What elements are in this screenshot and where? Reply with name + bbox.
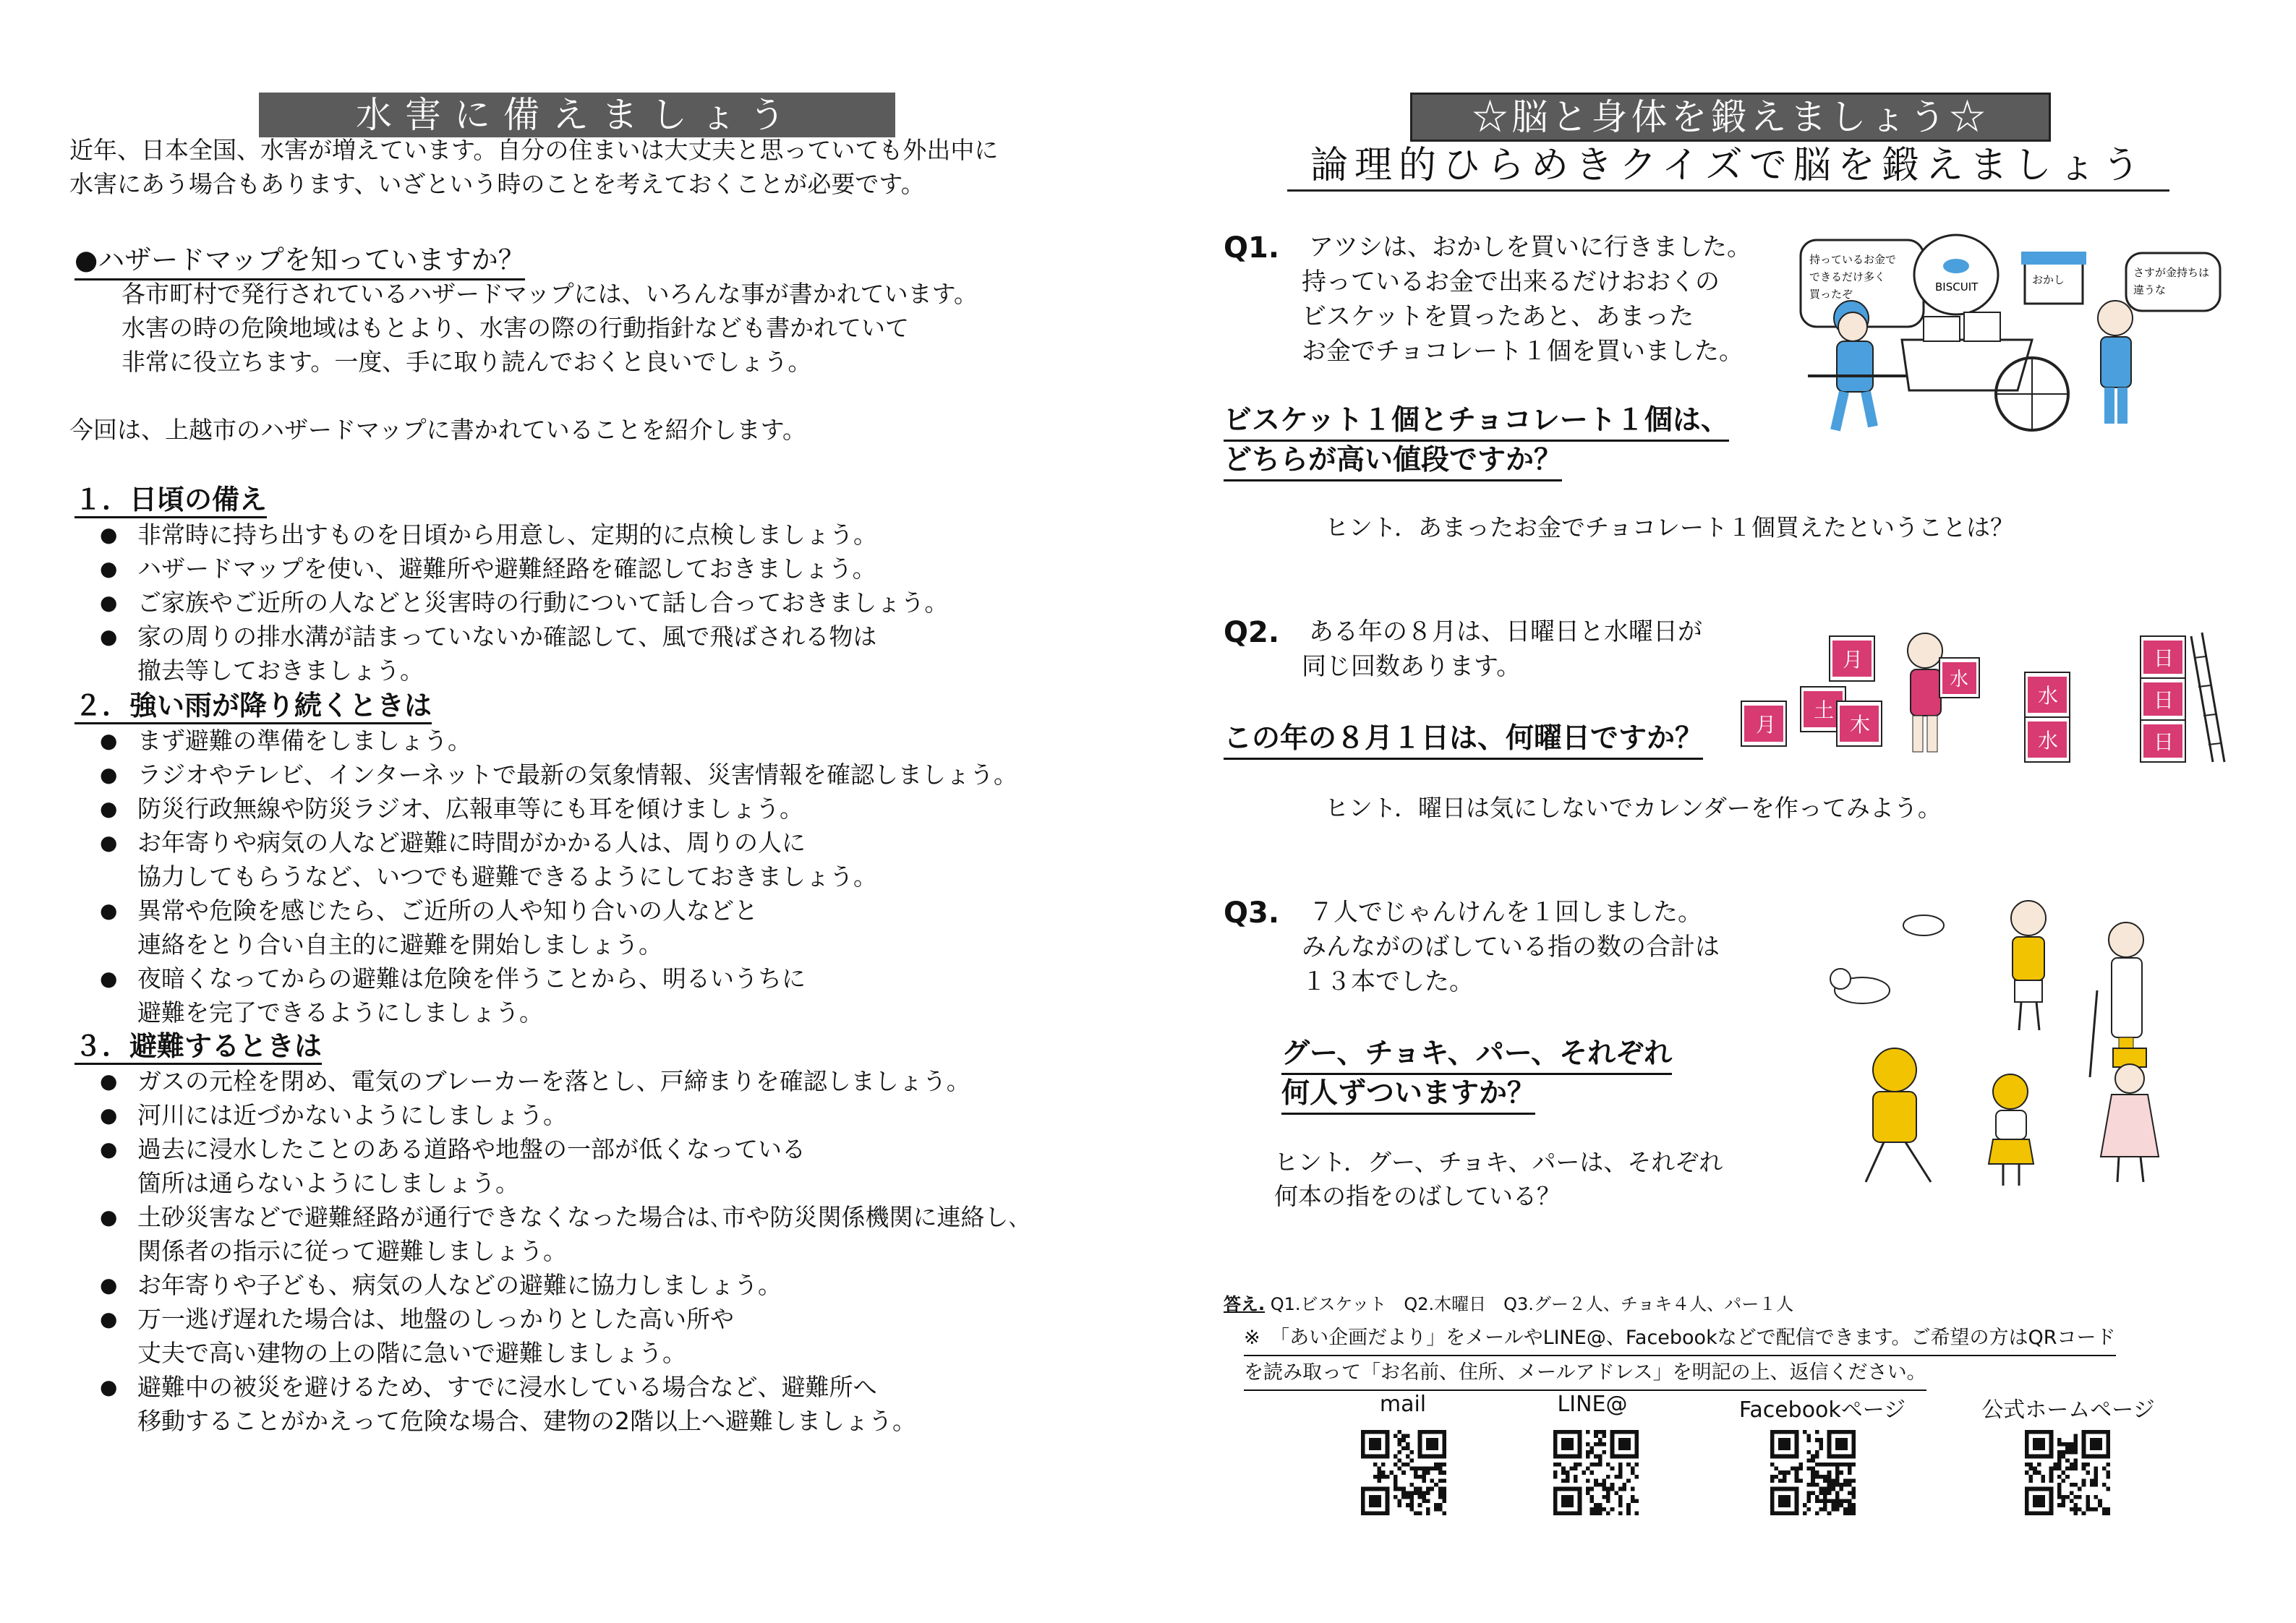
- boy-choki-icon: [2011, 901, 2046, 1030]
- ladder-icon: [2191, 633, 2224, 762]
- hazard-map-heading: ●ハザードマップを知っていますか？: [74, 242, 525, 281]
- q1-question: [1224, 402, 1729, 481]
- answers-text: Q1.ビスケット Q2.木曜日 Q3.グー２人、チョキ４人、パー１人: [1270, 1294, 1794, 1314]
- q2-label: Q2.: [1224, 616, 1280, 649]
- q1-hint: ヒント．あまったお金でチョコレート１個買えたということは？: [1325, 513, 2015, 541]
- list-item: ● ガスの元栓を閉め、電気のブレーカーを落とし、戸締まりを確認しましょう。: [98, 1064, 1020, 1098]
- quiz-subtitle: 論理的ひらめきクイズで脳を鍛えましょう: [1287, 142, 2169, 192]
- day-box: [2141, 678, 2185, 720]
- q1-line: 持っているお金で出来るだけおおくの: [1302, 267, 1720, 296]
- woman-paa-icon: [1866, 1048, 1931, 1182]
- section-list-heavy-rain: [98, 724, 1017, 1029]
- right-page-title: ☆脳と身体を鍛えましょう☆: [1410, 93, 2051, 142]
- answers-label: 答え.: [1224, 1294, 1266, 1314]
- svg-text:月: 月: [1756, 713, 1777, 737]
- list-item: ● 万一逃げ遅れた場合は、地盤のしっかりとした高い所や 丈夫で高い建物の上の階に急いで避難しましょう。: [98, 1302, 1020, 1370]
- list-item: ● 河川には近づかないようにしましょう。: [98, 1098, 1020, 1132]
- q3-text: [1302, 895, 1720, 999]
- speech-bubble-right: [2126, 253, 2220, 311]
- list-item: ● ご家族やご近所の人などと災害時の行動について話し合っておきましょう。: [98, 586, 948, 620]
- q3-line: １３本でした。: [1302, 967, 1474, 996]
- q2-text: [1302, 614, 1702, 684]
- svg-text:水: 水: [1950, 669, 1969, 690]
- list-item: ● お年寄りや病気の人など避難に時間がかかる人は、周りの人に 協力してもらうなど、いつでも避難できるようにしておきましょう。: [98, 826, 1017, 894]
- turtle-icon: [1903, 915, 1944, 935]
- q1-text: [1302, 230, 1751, 369]
- section-heading-evacuation: ３．避難するときは: [74, 1029, 322, 1065]
- intro-text: 今回は、上越市のハザードマップに書かれていることを紹介します。: [69, 416, 807, 444]
- q3-hint-line: ヒント．グー、チョキ、パーは、それぞれ: [1274, 1148, 1723, 1176]
- bubble-right-line: 違うな: [2133, 283, 2167, 296]
- list-item: ● お年寄りや子ども、病気の人などの避難に協力しましょう。: [98, 1268, 1020, 1302]
- list-item: ● ハザードマップを使い、避難所や避難経路を確認しておきましょう。: [98, 552, 948, 586]
- list-item: ● 避難中の被災を避けるため、すでに浸水している場合など、避難所へ 移動することがかえって危険な場合、建物の2階以上へ避難しましょう。: [98, 1370, 1020, 1438]
- list-item: ● 非常時に持ち出すものを日頃から用意し、定期的に点検しましょう。: [98, 518, 948, 552]
- q3-illustration: [1822, 889, 2227, 1193]
- day-box: [2025, 672, 2070, 717]
- section-heading-heavy-rain: ２．強い雨が降り続くときは: [74, 689, 432, 724]
- q3-line: みんながのばしている指の数の合計は: [1302, 933, 1720, 962]
- qr-label-facebook: Facebookページ: [1738, 1397, 1906, 1423]
- hazard-line: 非常に役立ちます。一度、手に取り読んでおくと良いでしょう。: [121, 348, 812, 376]
- q1-illustration: [1793, 231, 2227, 448]
- biscuit-label: BISCUIT: [1935, 281, 1979, 294]
- list-item: ● 夜暗くなってからの避難は危険を伴うことから、明るいうちに 避難を完了できるようにしましょう。: [98, 962, 1017, 1029]
- qr-label-mail: mail: [1379, 1392, 1427, 1417]
- lead-line: 水害にあう場合もあります、いざという時のことを考えておくことが必要です。: [69, 170, 925, 198]
- q1-question-line: どちらが高い値段ですか？: [1224, 442, 1562, 481]
- notice-line: ※ 「あい企画だより」をメールやLINE@、Facebookなどで配信できます。ご希望の方はQRコード: [1244, 1322, 2116, 1356]
- q3-question-line: 何人ずついますか？: [1281, 1075, 1535, 1115]
- boy-pushing-cart-icon: [1808, 301, 2068, 430]
- section-list-daily-prep: [98, 518, 948, 688]
- qr-label-line: LINE@: [1557, 1392, 1628, 1417]
- q2-question-line: この年の８月１日は、何曜日ですか？: [1224, 720, 1703, 760]
- svg-text:月: 月: [1843, 648, 1864, 672]
- bubble-right-line: さすが金持ちは: [2133, 266, 2210, 279]
- qr-code-homepage-icon[interactable]: [2025, 1430, 2110, 1515]
- svg-text:土: 土: [1814, 698, 1835, 722]
- lead-paragraph: [69, 133, 998, 201]
- day-box: [2141, 720, 2185, 762]
- section-list-evacuation: [98, 1064, 1020, 1438]
- q1-line: お金でチョコレート１個を買いました。: [1302, 337, 1744, 366]
- svg-text:日: 日: [2154, 730, 2175, 754]
- shop-label: おかし: [2032, 273, 2065, 286]
- day-box: [1830, 636, 1874, 681]
- list-item: ● 異常や危険を感じたら、ご近所の人や知り合いの人などと 連絡をとり合い自主的に避難を開始しましょう。: [98, 894, 1017, 962]
- q1-question-line: ビスケット１個とチョコレート１個は、: [1224, 402, 1729, 442]
- svg-text:水: 水: [2038, 729, 2059, 753]
- day-box: [2025, 717, 2070, 762]
- boy-watching-icon: [2098, 301, 2133, 424]
- day-box: [1837, 701, 1882, 746]
- svg-text:日: 日: [2154, 688, 2175, 712]
- bubble-left-line: 買ったぞ: [1809, 288, 1853, 301]
- shop-icon: [2021, 252, 2086, 304]
- q3-hint: [1274, 1145, 1723, 1213]
- section-heading-daily-prep: １．日頃の備え: [74, 483, 267, 518]
- hazard-line: 水害の時の危険地域はもとより、水害の際の行動指針なども書かれていて: [121, 314, 909, 342]
- list-item: ● ラジオやテレビ、インターネットで最新の気象情報、災害情報を確認しましょう。: [98, 758, 1017, 792]
- q2-line: 同じ回数あります。: [1302, 652, 1522, 681]
- girl-carrying-box-icon: [1908, 633, 1979, 752]
- q2-hint: ヒント．曜日は気にしないでカレンダーを作ってみよう。: [1325, 794, 1942, 822]
- lead-line: 近年、日本全国、水害が増えています。自分の住まいは大丈夫と思っていても外出中に: [69, 136, 999, 164]
- bubble-left-line: できるだけ多く: [1809, 270, 1886, 283]
- qr-code-line-icon[interactable]: [1553, 1430, 1639, 1515]
- day-box: [1741, 701, 1786, 746]
- q1-line: アツシは、おかしを買いに行きました。: [1309, 233, 1751, 262]
- q3-question: [1281, 1035, 1672, 1115]
- girl-guu-icon: [1989, 1074, 2033, 1186]
- subscription-notice: [1244, 1322, 2116, 1391]
- list-item: ● 土砂災害などで避難経路が通行できなくなった場合は､市や防災関係機関に連絡し､ 関係者の指示に従って避難しましょう。: [98, 1200, 1020, 1268]
- qr-code-mail-icon[interactable]: [1361, 1430, 1446, 1515]
- list-item: ● まず避難の準備をしましょう。: [98, 724, 1017, 758]
- svg-text:水: 水: [2038, 684, 2059, 708]
- cat-icon: [1830, 969, 1890, 1003]
- q2-line: ある年の８月は、日曜日と水曜日が: [1309, 617, 1702, 646]
- q1-label: Q1.: [1224, 231, 1280, 265]
- answers-line: [1224, 1290, 1793, 1315]
- svg-text:木: 木: [1850, 713, 1871, 737]
- qr-label-homepage: 公式ホームページ: [1981, 1397, 2155, 1423]
- q3-question-line: グー、チョキ、パー、それぞれ: [1281, 1035, 1672, 1075]
- list-item: ● 家の周りの排水溝が詰まっていないか確認して、風で飛ばされる物は 撤去等しておきましょう。: [98, 620, 948, 688]
- q3-line: ７人でじゃんけんを１回しました。: [1309, 898, 1702, 927]
- q3-hint-line: 何本の指をのばしている？: [1274, 1182, 1561, 1210]
- day-box: [2141, 636, 2185, 678]
- q1-line: ビスケットを買ったあと、あまった: [1302, 302, 1694, 331]
- biscuit-bubble: [1914, 235, 1998, 314]
- svg-text:日: 日: [2154, 646, 2175, 670]
- q2-illustration: [1736, 622, 2227, 766]
- bubble-left-line: 持っているお金で: [1809, 253, 1897, 266]
- list-item: ● 過去に浸水したことのある道路や地盤の一部が低くなっている 箇所は通らないようにしましょう。: [98, 1132, 1020, 1200]
- list-item: ● 防災行政無線や防災ラジオ、広報車等にも耳を傾けましょう。: [98, 792, 1017, 826]
- q2-question: [1224, 720, 1703, 760]
- hazard-line: 各市町村で発行されているハザードマップには、いろんな事が書かれています。: [121, 280, 978, 308]
- q3-label: Q3.: [1224, 896, 1280, 930]
- man-hat-icon: [2101, 1048, 2159, 1182]
- qr-code-facebook-icon[interactable]: [1770, 1430, 1856, 1515]
- hazard-map-body: [121, 277, 978, 379]
- left-page-title: 水害に備えましょう: [259, 93, 895, 137]
- notice-line: を読み取って「お名前、住所、メールアドレス」を明記の上、返信ください。: [1244, 1356, 1926, 1391]
